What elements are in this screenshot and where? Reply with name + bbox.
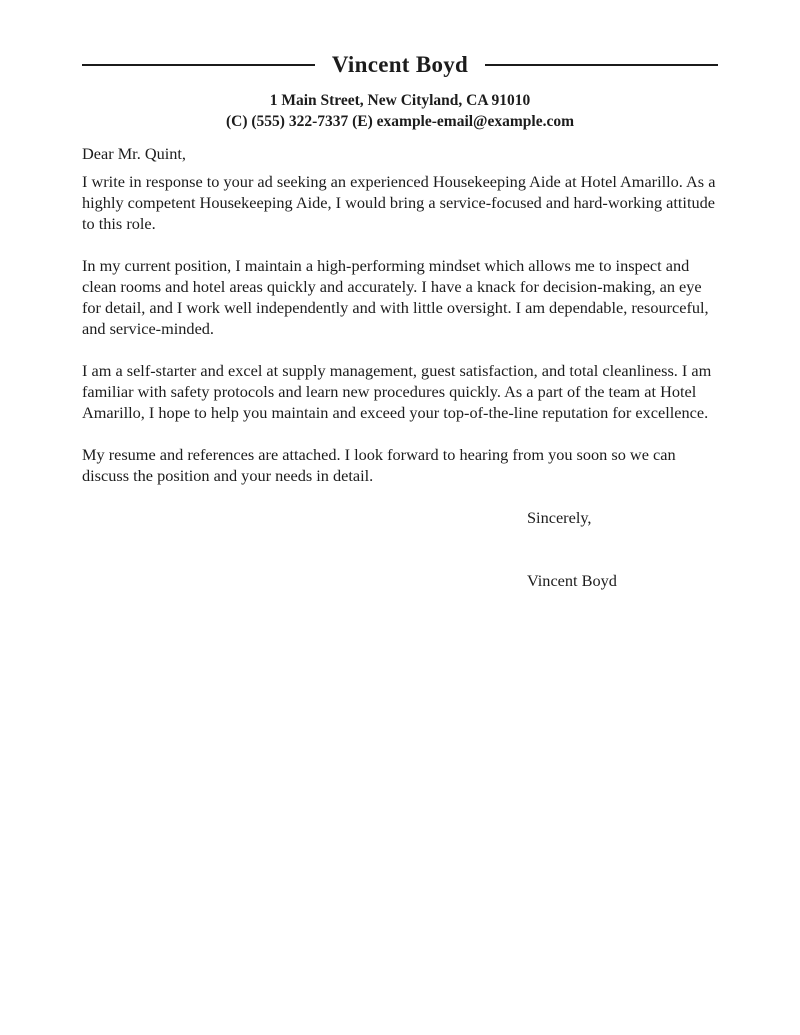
contact-line: (C) (555) 322-7337 (E) example-email@example.com	[225, 113, 574, 130]
salutation: Dear Mr. Quint,	[82, 144, 186, 163]
header-rule-right	[485, 64, 718, 67]
author-name: Vincent Boyd	[331, 52, 469, 77]
header-rule-left	[82, 64, 315, 67]
signature-name: Vincent Boyd	[527, 571, 617, 590]
letter-header	[82, 52, 718, 132]
header-name-row	[82, 52, 718, 78]
paragraph-4: My resume and references are attached. I look forward to hearing from you soon so we can discuss the position and your needs in detail.	[82, 445, 676, 485]
paragraph-1: I write in response to your ad seeking an experienced Housekeeping Aide at Hotel Amarillo. As a highly competent Housekeeping Aide, I would bring a service-focused and hard-working attitude to this role.	[82, 172, 716, 233]
signature-block	[82, 507, 718, 591]
closing: Sincerely,	[527, 508, 592, 527]
letter-body	[82, 143, 718, 591]
address-line: 1 Main Street, New Cityland, CA 91010	[269, 92, 531, 109]
paragraph-2: In my current position, I maintain a high-performing mindset which allows me to inspect and clean rooms and hotel areas quickly and accurately. I have a knack for decision-making, an eye for detail, and I work well independently and with little oversight. I am dependable, resourceful, and service-minded.	[82, 256, 709, 338]
paragraph-3: I am a self-starter and excel at supply management, guest satisfaction, and total cleanliness. I am familiar with safety protocols and learn new procedures quickly. As a part of the team at Hotel Amarillo, I hope to help you maintain and exceed your top-of-the-line reputation for excellence.	[82, 361, 712, 422]
